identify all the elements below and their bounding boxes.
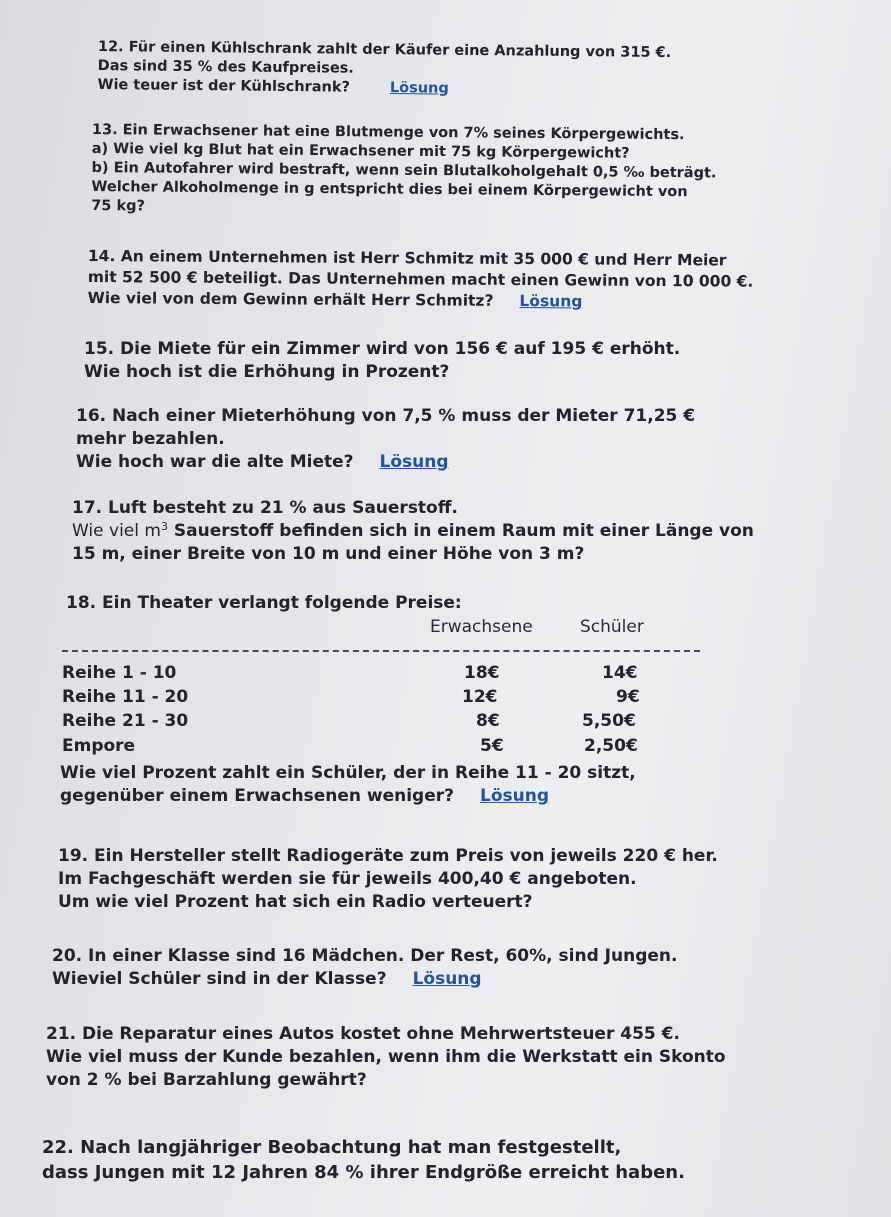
problem-18-line: Wie viel Prozent zahlt ein Schüler, der in Reihe 11 - 20 sitzt, bbox=[60, 763, 636, 783]
problem-15 bbox=[84, 338, 680, 384]
problem-12-line: Wie teuer ist der Kühlschrank? bbox=[97, 76, 350, 96]
table-row bbox=[62, 711, 702, 735]
row-label: Reihe 1 - 10 bbox=[62, 663, 177, 683]
problem-17 bbox=[72, 497, 754, 566]
problem-22-line: dass Jungen mit 12 Jahren 84 % ihrer Endgröße erreicht haben. bbox=[42, 1162, 685, 1183]
problem-14-line: mit 52 500 € beteiligt. Das Unternehmen macht einen Gewinn von 10 000 €. bbox=[87, 267, 754, 291]
student-price: 14€ bbox=[602, 663, 638, 683]
solution-link-18[interactable]: Lösung bbox=[480, 786, 550, 806]
solution-link-14[interactable]: Lösung bbox=[519, 292, 583, 311]
problem-20-line: 20. In einer Klasse sind 16 Mädchen. Der Rest, 60%, sind Jungen. bbox=[52, 946, 678, 966]
adult-price: 5€ bbox=[480, 736, 504, 756]
problem-14-line: Wie viel von dem Gewinn erhält Herr Schmitz? bbox=[87, 288, 494, 310]
table-divider bbox=[62, 650, 700, 652]
problem-17-text: Wie viel m bbox=[72, 521, 161, 541]
problem-19 bbox=[58, 845, 718, 914]
problem-16-line: mehr bezahlen. bbox=[76, 429, 225, 449]
problem-19-line: Im Fachgeschäft werden sie für jeweils 400,40 € angeboten. bbox=[58, 869, 637, 889]
problem-17-line: 15 m, einer Breite von 10 m und einer Höhe von 3 m? bbox=[72, 544, 585, 564]
column-header-student: Schüler bbox=[580, 617, 644, 637]
table-row bbox=[62, 663, 702, 687]
problem-12-line: 12. Für einen Kühlschrank zahlt der Käufer eine Anzahlung von 315 €. bbox=[97, 38, 672, 62]
problem-22 bbox=[42, 1135, 685, 1185]
problem-16-line: 16. Nach einer Mieterhöhung von 7,5 % muss der Mieter 71,25 € bbox=[76, 406, 696, 426]
problem-14-line: 14. An einem Unternehmen ist Herr Schmitz mit 35 000 € und Herr Meier bbox=[87, 246, 727, 270]
problem-18-question bbox=[60, 762, 636, 808]
problem-21-line: 21. Die Reparatur eines Autos kostet ohne Mehrwertsteuer 455 €. bbox=[46, 1024, 680, 1044]
problem-13-line: Welcher Alkoholmenge in g entspricht dies bei einem Körpergewicht von bbox=[91, 178, 688, 201]
problem-17-line: 17. Luft besteht zu 21 % aus Sauerstoff. bbox=[72, 498, 458, 518]
problem-21-line: von 2 % bei Barzahlung gewährt? bbox=[46, 1070, 367, 1090]
problem-12 bbox=[97, 38, 671, 101]
problem-21-line: Wie viel muss der Kunde bezahlen, wenn ihm die Werkstatt ein Skonto bbox=[46, 1047, 726, 1067]
problem-16-line: Wie hoch war die alte Miete? bbox=[76, 452, 354, 472]
table-row bbox=[62, 687, 702, 711]
problem-15-line: 15. Die Miete für ein Zimmer wird von 156 € auf 195 € erhöht. bbox=[84, 339, 681, 359]
problem-15-line: Wie hoch ist die Erhöhung in Prozent? bbox=[84, 362, 450, 382]
problem-13-line: 75 kg? bbox=[91, 197, 145, 215]
adult-price: 12€ bbox=[462, 687, 498, 707]
table-header bbox=[62, 617, 702, 643]
solution-link-12[interactable]: Lösung bbox=[389, 80, 449, 97]
student-price: 5,50€ bbox=[582, 711, 636, 731]
column-header-adult: Erwachsene bbox=[430, 617, 533, 637]
row-label: Reihe 11 - 20 bbox=[62, 687, 189, 707]
adult-price: 8€ bbox=[476, 711, 500, 731]
problem-19-line: 19. Ein Hersteller stellt Radiogeräte zum Preis von jeweils 220 € her. bbox=[58, 846, 718, 866]
problem-13 bbox=[91, 121, 717, 221]
problem-12-line: Das sind 35 % des Kaufpreises. bbox=[97, 57, 354, 77]
problem-16 bbox=[76, 405, 695, 474]
problem-18-line: 18. Ein Theater verlangt folgende Preise: bbox=[66, 593, 462, 613]
problem-20-line: Wieviel Schüler sind in der Klasse? bbox=[52, 969, 387, 989]
problem-13-line: 13. Ein Erwachsener hat eine Blutmenge von 7% seines Körpergewichts. bbox=[91, 121, 685, 144]
problem-19-line: Um wie viel Prozent hat sich ein Radio verteuert? bbox=[58, 892, 533, 912]
solution-link-16[interactable]: Lösung bbox=[379, 452, 449, 472]
row-label: Empore bbox=[62, 736, 136, 756]
row-label: Reihe 21 - 30 bbox=[62, 711, 189, 731]
problem-13-line: b) Ein Autofahrer wird bestraft, wenn sein Blutalkoholgehalt 0,5 ‰ beträgt. bbox=[91, 159, 717, 182]
superscript-3: 3 bbox=[160, 520, 168, 533]
table-row bbox=[62, 736, 702, 760]
student-price: 9€ bbox=[616, 687, 640, 707]
problem-17-text: Sauerstoff befinden sich in einem Raum mit einer Länge von bbox=[167, 521, 754, 541]
solution-link-20[interactable]: Lösung bbox=[412, 969, 482, 989]
problem-22-line: 22. Nach langjähriger Beobachtung hat man festgestellt, bbox=[42, 1137, 622, 1158]
problem-18-line: gegenüber einem Erwachsenen weniger? bbox=[60, 786, 454, 806]
problem-13-line: a) Wie viel kg Blut hat ein Erwachsener mit 75 kg Körpergewicht? bbox=[91, 140, 630, 162]
problem-14 bbox=[88, 246, 754, 314]
problem-21 bbox=[46, 1023, 726, 1092]
adult-price: 18€ bbox=[464, 663, 500, 683]
student-price: 2,50€ bbox=[584, 736, 638, 756]
price-table bbox=[62, 617, 702, 756]
problem-20 bbox=[52, 945, 677, 991]
problem-18-intro bbox=[66, 592, 462, 615]
